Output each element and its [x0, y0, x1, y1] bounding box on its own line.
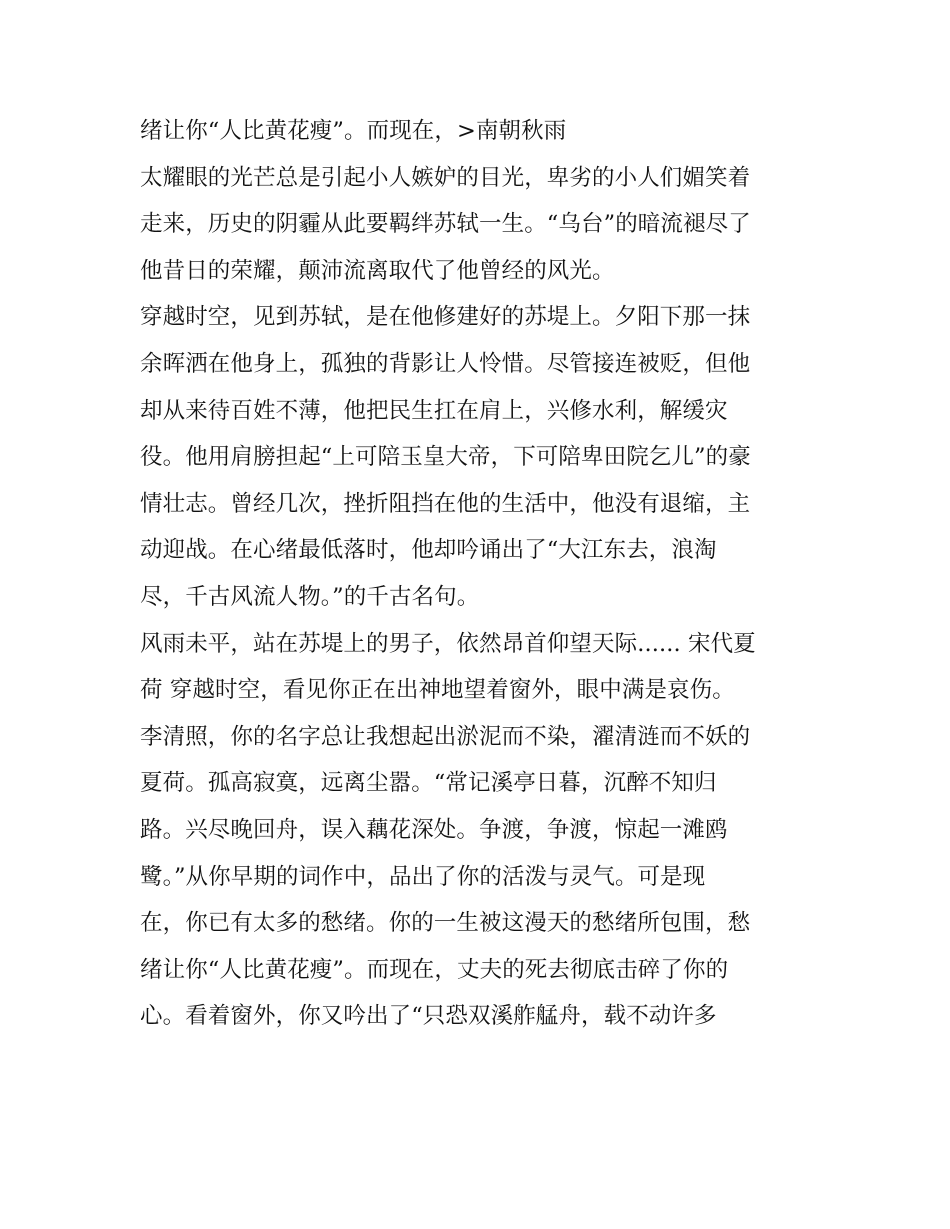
- text-line: 鹭。”从你早期的词作中，品出了你的活泼与灵气。可是现: [140, 863, 706, 890]
- text-line: 心。看着窗外，你又吟出了“只恐双溪舴艋舟，载不动许多: [140, 1003, 717, 1030]
- body-text: [140, 108, 830, 1040]
- text-line: 役。他用肩膀担起“上可陪玉皇大帝，下可陪卑田院乞儿”的豪: [140, 444, 751, 471]
- text-line: 余晖洒在他身上，孤独的背影让人怜惜。尽管接连被贬，但他: [140, 350, 751, 377]
- text-line: 情壮志。曾经几次，挫折阻挡在他的生活中，他没有退缩，主: [140, 490, 751, 517]
- text-line: 绪让你“人比黄花瘦”。而现在，丈夫的死去彻底击碎了你的: [140, 956, 729, 983]
- text-line: 在，你已有太多的愁绪。你的一生被这漫天的愁绪所包围，愁: [140, 910, 751, 937]
- text-line: 路。兴尽晚回舟，误入藕花深处。争渡，争渡，惊起一滩鸥: [140, 816, 728, 843]
- text-line: 夏荷。孤高寂寞，远离尘嚣。“常记溪亭日暮，沉醉不知归: [140, 770, 717, 797]
- text-line: 穿越时空，见到苏轼，是在他修建好的苏堤上。夕阳下那一抹: [140, 304, 751, 331]
- text-line: 尽，千古风流人物。”的千古名句。: [140, 583, 480, 610]
- text-line: 李清照，你的名字总让我想起出淤泥而不染，濯清涟而不妖的: [140, 723, 751, 750]
- text-line: 荷 穿越时空，看见你正在出神地望着窗外，眼中满是哀伤。: [140, 677, 735, 704]
- text-line: 风雨未平，站在苏堤上的男子，依然昂首仰望天际...... 宋代夏: [140, 630, 756, 657]
- text-line: 他昔日的荣耀，颠沛流离取代了他曾经的风光。: [140, 257, 615, 284]
- text-line: 绪让你“人比黄花瘦”。而现在，>南朝秋雨: [140, 118, 567, 144]
- text-line: 动迎战。在心绪最低落时，他却吟诵出了“大江东去，浪淘: [140, 537, 717, 564]
- text-line: 走来，历史的阴霾从此要羁绊苏轼一生。“乌台”的暗流褪尽了: [140, 211, 751, 238]
- text-line: 太耀眼的光芒总是引起小人嫉妒的目光，卑劣的小人们媚笑着: [140, 164, 751, 191]
- text-line: 却从来待百姓不薄，他把民生扛在肩上，兴修水利，解缓灾: [140, 397, 728, 424]
